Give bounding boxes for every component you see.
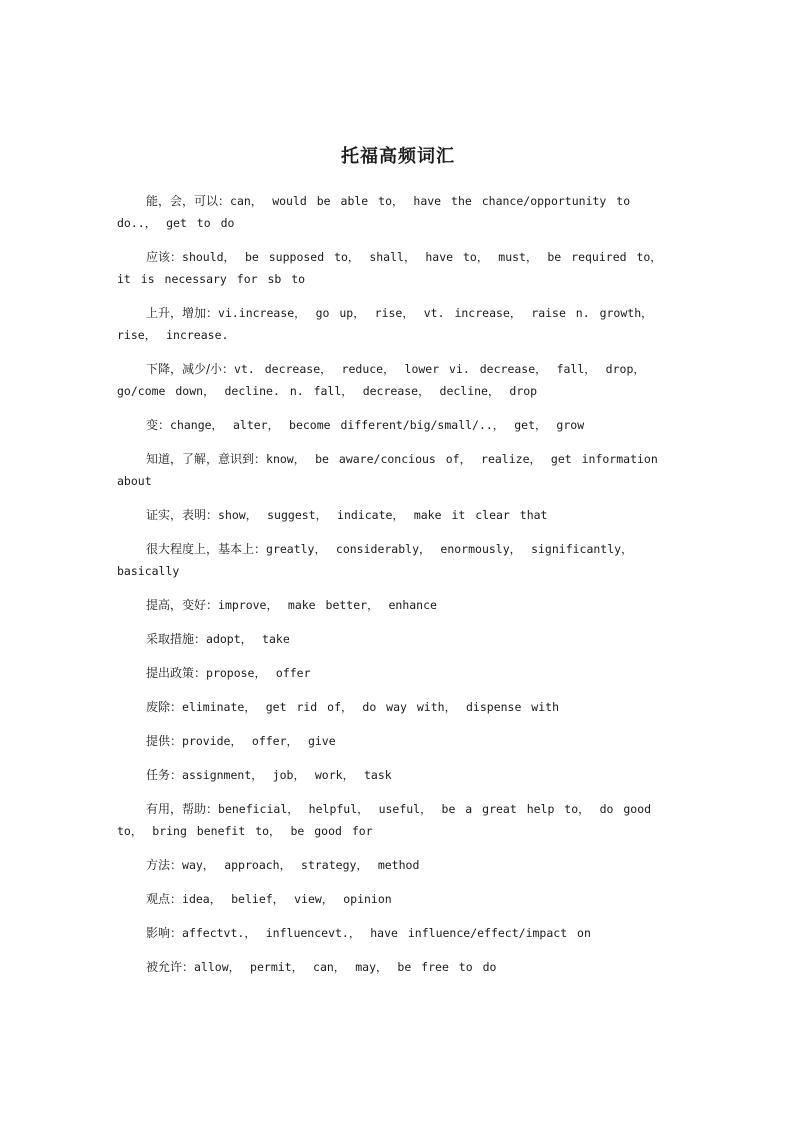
vocab-entry <box>117 594 679 616</box>
entry-term: 变： <box>146 418 171 432</box>
entry-term: 影响： <box>146 926 183 940</box>
entry-term: 被允许： <box>146 960 195 974</box>
entry-definitions: show， suggest， indicate， make it clear that <box>218 508 548 522</box>
entry-definitions: vt. decrease， reduce， lower vi. decrease， fall， drop， go/come down， decline. n. fall， decrease， decline， drop <box>117 362 645 398</box>
vocab-entry <box>117 956 679 978</box>
entry-term: 下降，减少/小： <box>146 362 235 376</box>
entry-term: 观点： <box>146 892 183 906</box>
entry-definitions: provide， offer， give <box>182 734 336 748</box>
entry-term: 提高，变好： <box>146 598 219 612</box>
entry-term: 废除： <box>146 700 183 714</box>
vocab-entry <box>117 662 679 684</box>
entry-definitions: adopt， take <box>206 632 290 646</box>
entry-definitions: beneficial， helpful， useful， be a great help to， do good to， bring benefit to， be good for <box>117 802 652 838</box>
vocab-entry <box>117 414 679 436</box>
vocab-entry <box>117 246 679 290</box>
entry-term: 提出政策： <box>146 666 207 680</box>
vocab-entry <box>117 922 679 944</box>
entry-definitions: idea， belief， view， opinion <box>182 892 392 906</box>
entry-term: 能，会，可以： <box>146 194 231 208</box>
vocab-entry <box>117 504 679 526</box>
entry-term: 知道，了解，意识到： <box>146 452 267 466</box>
vocab-entry <box>117 628 679 650</box>
entry-definitions: eliminate， get rid of， do way with， dispense with <box>182 700 560 714</box>
entry-term: 很大程度上，基本上： <box>146 542 267 556</box>
entry-definitions: can， would be able to， have the chance/opportunity to do..， get to do <box>117 194 631 230</box>
entry-term: 应该： <box>146 250 183 264</box>
vocab-entry <box>117 538 679 582</box>
entry-term: 有用，帮助： <box>146 802 219 816</box>
entry-definitions: should， be supposed to， shall， have to， must， be required to， it is necessary for sb to <box>117 250 662 286</box>
entry-definitions: way， approach， strategy， method <box>182 858 420 872</box>
vocabulary-list <box>117 190 679 978</box>
entry-term: 上升，增加： <box>146 306 219 320</box>
entry-term: 方法： <box>146 858 183 872</box>
document-body <box>117 142 679 990</box>
entry-term: 提供： <box>146 734 183 748</box>
entry-definitions: greatly， considerably， enormously， significantly， basically <box>117 542 633 578</box>
vocab-entry <box>117 764 679 786</box>
vocab-entry <box>117 302 679 346</box>
entry-definitions: vi.increase， go up， rise， vt. increase， raise n. growth， rise， increase. <box>117 306 653 342</box>
vocab-entry <box>117 798 679 842</box>
entry-definitions: know， be aware/concious of， realize， get information about <box>117 452 658 488</box>
entry-definitions: propose， offer <box>206 666 311 680</box>
vocab-entry <box>117 448 679 492</box>
entry-term: 证实，表明： <box>146 508 219 522</box>
entry-definitions: change， alter， become different/big/small/..， get， grow <box>170 418 585 432</box>
entry-term: 采取措施： <box>146 632 207 646</box>
entry-term: 任务： <box>146 768 183 782</box>
vocab-entry <box>117 888 679 910</box>
vocab-entry <box>117 190 679 234</box>
entry-definitions: improve， make better， enhance <box>218 598 437 612</box>
entry-definitions: assignment， job， work， task <box>182 768 392 782</box>
vocab-entry <box>117 854 679 876</box>
entry-definitions: affectvt.， influencevt.， have influence/effect/impact on <box>182 926 591 940</box>
entry-definitions: allow， permit， can， may， be free to do <box>194 960 497 974</box>
vocab-entry <box>117 730 679 752</box>
vocab-entry <box>117 696 679 718</box>
document-title: 托福高频词汇 <box>341 146 455 167</box>
vocab-entry <box>117 358 679 402</box>
